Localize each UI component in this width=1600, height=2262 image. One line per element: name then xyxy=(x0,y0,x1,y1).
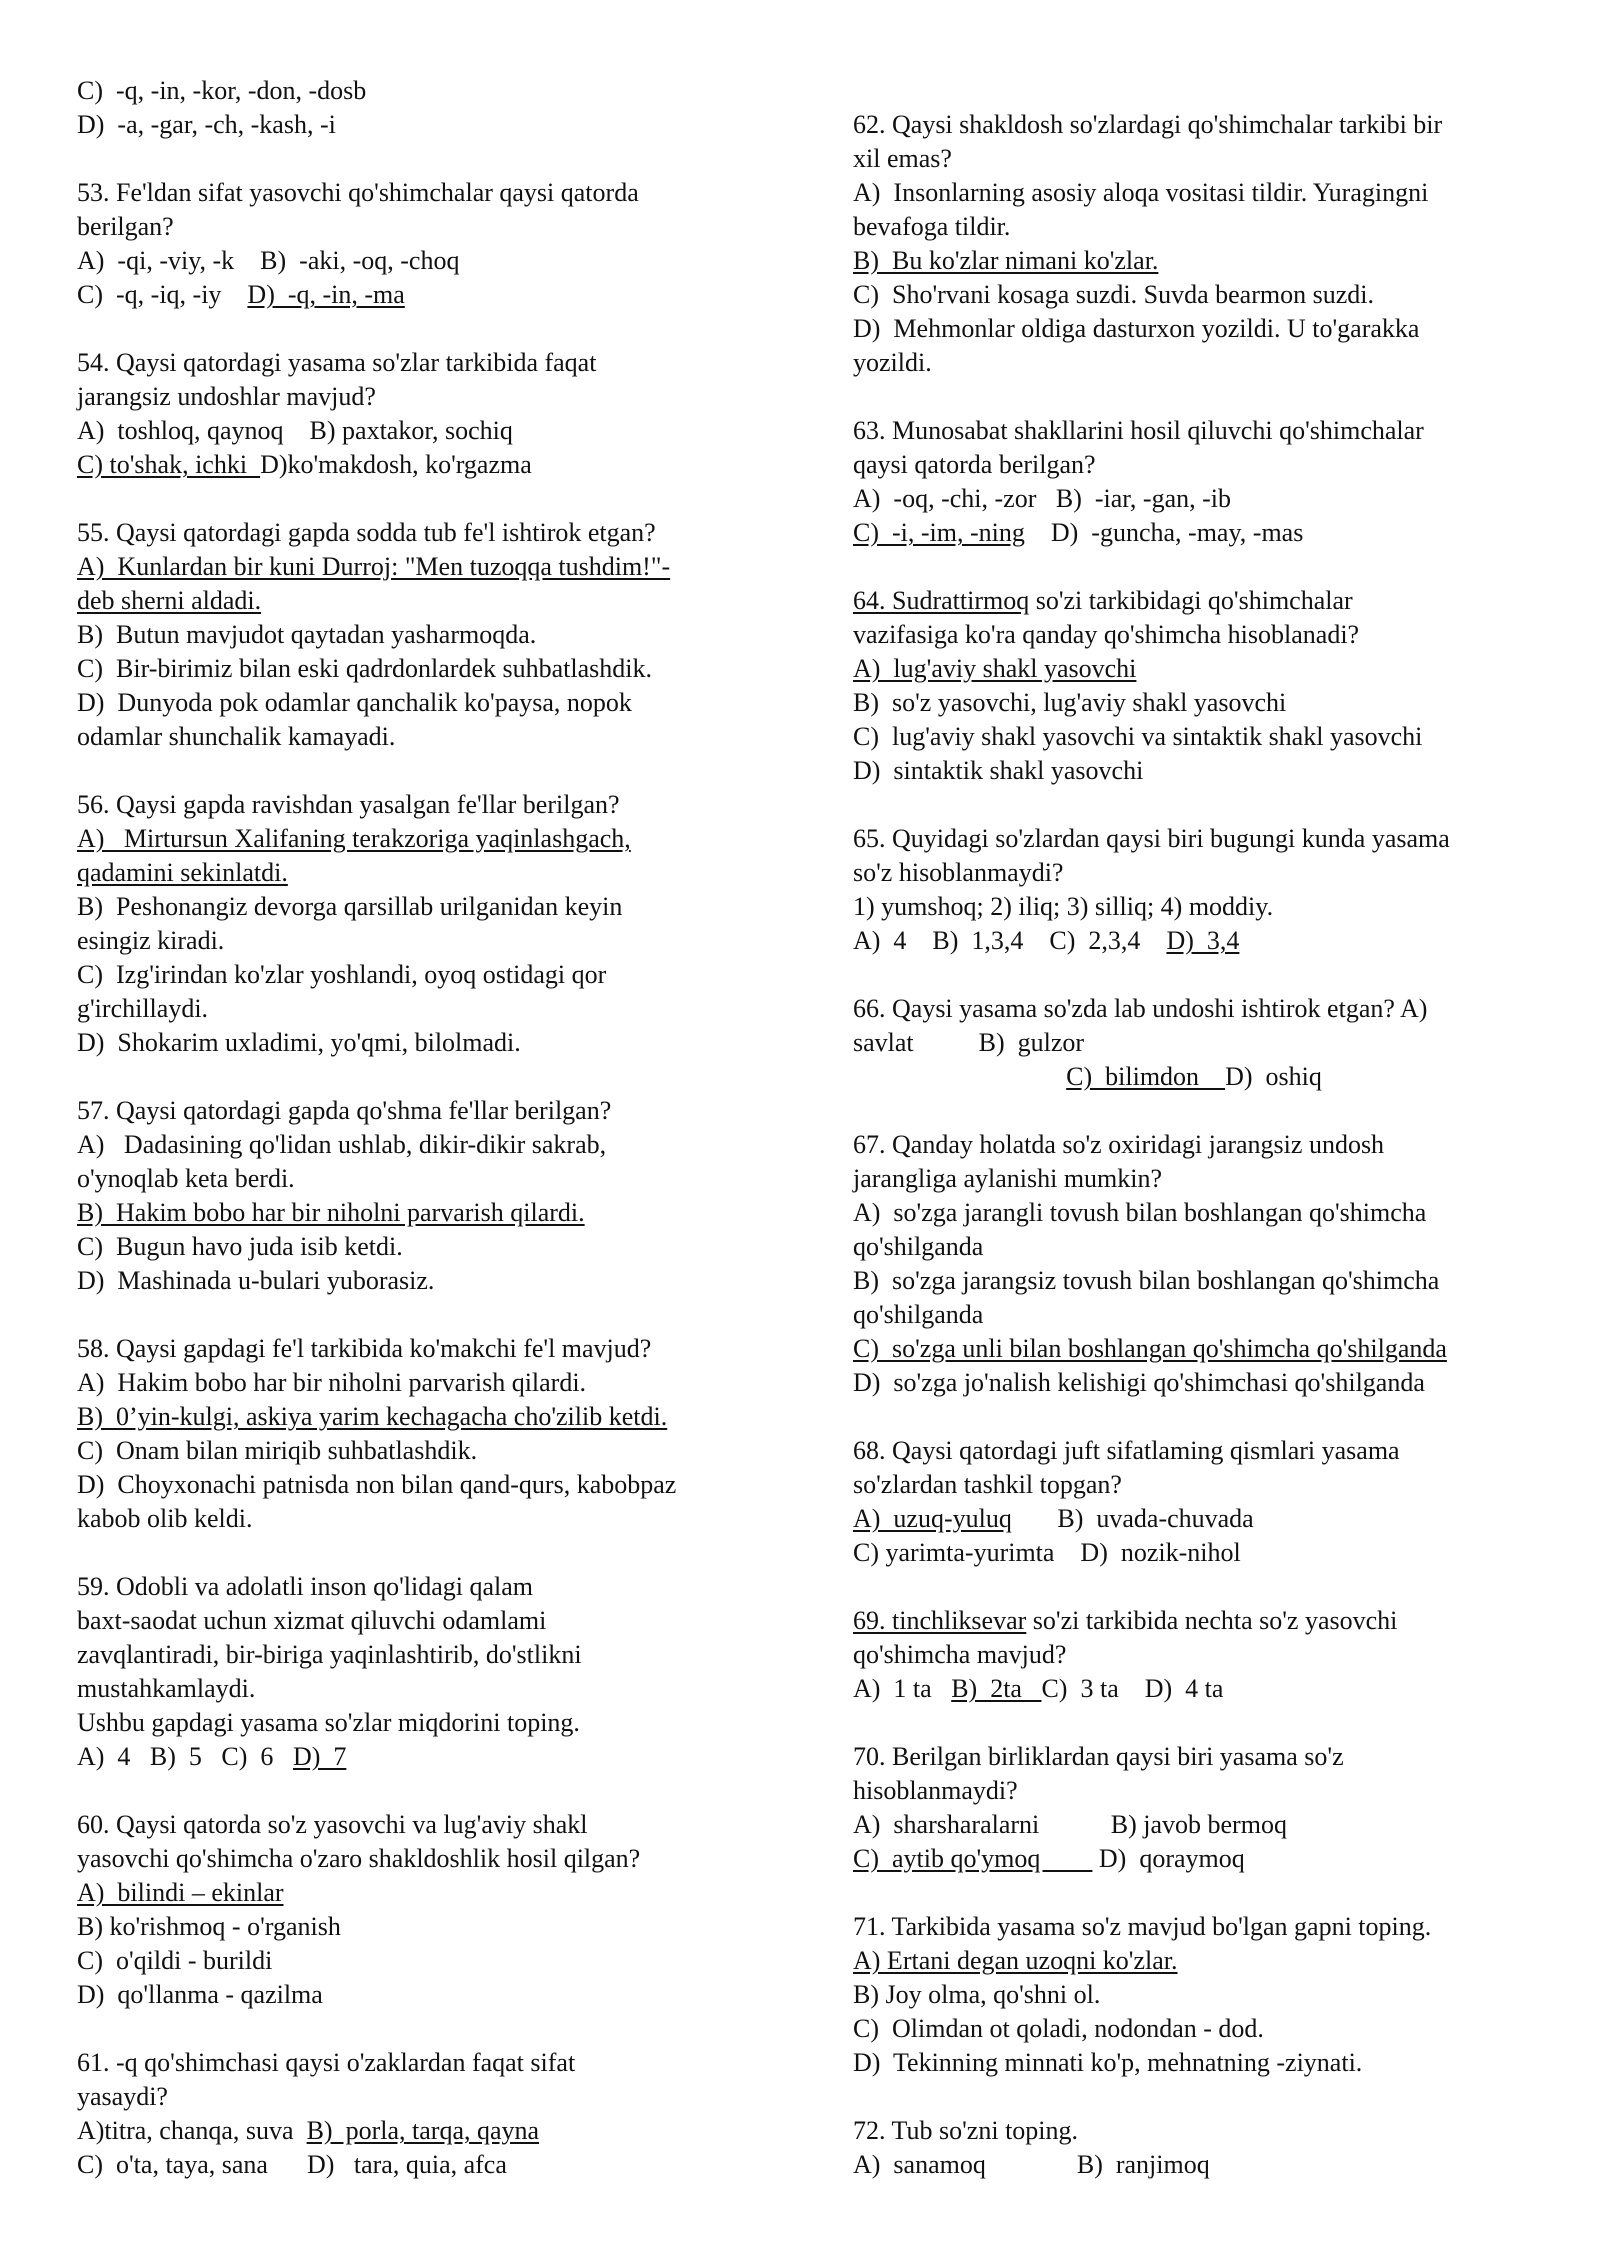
question-text: 66. Qaysi yasama so'zda lab undoshi ishtirok etgan? A) xyxy=(853,994,1428,1023)
option-a: A) Hakim bobo har bir niholni parvarish qilardi. xyxy=(77,1368,587,1397)
option-a: A)titra, chanqa, suva xyxy=(77,2116,307,2145)
option-d: D) sintaktik shakl yasovchi xyxy=(853,756,1144,785)
option-b: B) so'z yasovchi, lug'aviy shakl yasovchi xyxy=(853,688,1287,717)
option-d: D) Dunyoda pok odamlar qanchalik ko'paysa, nopok xyxy=(77,688,632,717)
question-text: 68. Qaysi qatordagi juft sifatlaming qismlari yasama xyxy=(853,1436,1400,1465)
question-text: hisoblanmaydi? xyxy=(853,1776,1018,1805)
question-54 xyxy=(77,346,759,482)
option-d: D)ko'makdosh, ko'rgazma xyxy=(260,450,532,479)
question-text-line: jarangsiz undoshlar mavjud? xyxy=(77,382,376,411)
options-row xyxy=(853,1842,1535,1876)
question-text: mustahkamlaydi. xyxy=(77,1674,256,1703)
option-d: D) Tekinning minnati ko'p, mehnatning -ziynati. xyxy=(853,2048,1363,2077)
option-c: C) Olimdan ot qoladi, nodondan - dod. xyxy=(853,2014,1264,2043)
options-row xyxy=(77,2114,759,2148)
option-d: D) -guncha, -may, -mas xyxy=(1024,518,1304,547)
question-65 xyxy=(853,822,1535,958)
question-59 xyxy=(77,1570,759,1774)
question-text-line xyxy=(77,176,759,210)
option-c: C) Sho'rvani kosaga suzdi. Suvda bearmon suzdi. xyxy=(853,280,1374,309)
option-d: D) oshiq xyxy=(1225,1062,1322,1091)
option-a-cont: qo'shilganda xyxy=(853,1232,984,1261)
options-abc: A) 4 B) 1,3,4 C) 2,3,4 xyxy=(853,926,1167,955)
question-text: zavqlantiradi, bir-biriga yaqinlashtirib, do'stlikni xyxy=(77,1640,582,1669)
right-column xyxy=(853,108,1535,2216)
question-text: 56. Qaysi gapda ravishdan yasalgan fe'llar berilgan? xyxy=(77,790,620,819)
question-text: qo'shimcha mavjud? xyxy=(853,1640,1067,1669)
option-a: A) Dadasining qo'lidan ushlab, dikir-dikir sakrab, xyxy=(77,1130,607,1159)
option-c-cont: g'irchillaydi. xyxy=(77,994,209,1023)
options-row: A) -qi, -viy, -k B) -aki, -oq, -choq xyxy=(77,246,460,275)
question-text: 71. Tarkibida yasama so'z mavjud bo'lgan gapni toping. xyxy=(853,1912,1432,1941)
options-row xyxy=(77,1740,759,1774)
question-text xyxy=(853,584,1535,618)
question-66 xyxy=(853,992,1535,1094)
question-text: 55. Qaysi qatordagi gapda sodda tub fe'l ishtirok etgan? xyxy=(77,518,656,547)
option-c: C) Izg'irindan ko'zlar yoshlandi, oyoq ostidagi qor xyxy=(77,960,607,989)
option-d: D) Shokarim uxladimi, yo'qmi, bilolmadi. xyxy=(77,1028,521,1057)
answer-option-c: C) to'shak, ichki xyxy=(77,450,261,479)
options-row: A) sanamoq B) ranjimoq xyxy=(853,2150,1210,2179)
question-64 xyxy=(853,584,1535,788)
options-row: A) toshloq, qaynoq B) paxtakor, sochiq xyxy=(77,416,513,445)
question-text: so'zlardan tashkil topgan? xyxy=(853,1470,1122,1499)
option-b-cont: esingiz kiradi. xyxy=(77,926,225,955)
option-d: D) qoraymoq xyxy=(1092,1844,1245,1873)
option-c: C) Bugun havo juda isib ketdi. xyxy=(77,1232,403,1261)
option-b: B) ko'rishmoq - o'rganish xyxy=(77,1912,341,1941)
options-row xyxy=(853,1502,1535,1536)
question-text xyxy=(853,1604,1535,1638)
option-b: B) so'zga jarangsiz tovush bilan boshlangan qo'shimcha xyxy=(853,1266,1440,1295)
question-text-line: berilgan? xyxy=(77,212,174,241)
question-text: 62. Qaysi shakldosh so'zlardagi qo'shimchalar tarkibi bir xyxy=(853,110,1443,139)
question-text: 72. Tub so'zni toping. xyxy=(853,2116,1079,2145)
answer-option-b: B) Hakim bobo har bir niholni parvarish qilardi. xyxy=(77,1198,585,1227)
answer-option-b: B) porla, tarqa, qayna xyxy=(306,2116,540,2145)
question-52-tail xyxy=(77,74,759,142)
question-text: 65. Quyidagi so'zlardan qaysi biri bugungi kunda yasama xyxy=(853,824,1450,853)
question-71 xyxy=(853,1910,1535,2080)
answer-option-b: B) 0’yin-kulgi, askiya yarim kechagacha cho'zilib ketdi. xyxy=(77,1402,668,1431)
answer-option-a: A) bilindi – ekinlar xyxy=(77,1878,284,1907)
option-c: C) Onam bilan miriqib suhbatlashdik. xyxy=(77,1436,478,1465)
options-row xyxy=(853,924,1535,958)
options-row xyxy=(853,1672,1535,1706)
options-row xyxy=(77,448,759,482)
answer-option-c: C) bilimdon xyxy=(1066,1062,1226,1091)
option-b: B) Joy olma, qo'shni ol. xyxy=(853,1980,1101,2009)
answer-option-d: D) -q, -in, -ma xyxy=(247,280,405,309)
question-60 xyxy=(77,1808,759,2012)
options-abc: A) 4 B) 5 C) 6 xyxy=(77,1742,293,1771)
question-61 xyxy=(77,2046,759,2182)
options-row: A) -oq, -chi, -zor B) -iar, -gan, -ib xyxy=(853,484,1231,513)
question-56 xyxy=(77,788,759,1060)
option-a: A) so'zga jarangli tovush bilan boshlangan qo'shimcha xyxy=(853,1198,1427,1227)
option-c: C) -q, -in, -kor, -don, -dosb xyxy=(77,76,367,105)
question-word: 69. tinchliksevar xyxy=(853,1606,1027,1635)
options-row: savlat B) gulzor xyxy=(853,1028,1085,1057)
options-row xyxy=(853,1060,1535,1094)
option-b-cont: qo'shilganda xyxy=(853,1300,984,1329)
word-list: 1) yumshoq; 2) iliq; 3) silliq; 4) moddiy. xyxy=(853,892,1274,921)
answer-option-a: A) Kunlardan bir kuni Durroj: "Men tuzoqqa tushdim!"- xyxy=(77,552,671,581)
option-c: C) lug'aviy shakl yasovchi va sintaktik shakl yasovchi xyxy=(853,722,1423,751)
answer-option-a-cont: qadamini sekinlatdi. xyxy=(77,858,288,887)
question-text: so'z hisoblanmaydi? xyxy=(853,858,1064,887)
question-text: 57. Qaysi qatordagi gapda qo'shma fe'llar berilgan? xyxy=(77,1096,612,1125)
answer-option-b: B) Bu ko'zlar nimani ko'zlar. xyxy=(853,246,1159,275)
question-55 xyxy=(77,516,759,754)
question-text: yasaydi? xyxy=(77,2082,168,2111)
options-cd: C) 3 ta D) 4 ta xyxy=(1041,1674,1224,1703)
question-text: 60. Qaysi qatorda so'z yasovchi va lug'aviy shakl xyxy=(77,1810,588,1839)
question-text: baxt-saodat uchun xizmat qiluvchi odamlami xyxy=(77,1606,547,1635)
options-row: A) sharsharalarni B) javob bermoq xyxy=(853,1810,1287,1839)
question-text-line: 54. Qaysi qatordagi yasama so'zlar tarkibida faqat xyxy=(77,348,597,377)
options-row: C) o'ta, taya, sana D) tara, quia, afca xyxy=(77,2150,507,2179)
question-text: 59. Odobli va adolatli inson qo'lidagi qalam xyxy=(77,1572,534,1601)
question-text: 70. Berilgan birliklardan qaysi biri yasama so'z xyxy=(853,1742,1344,1771)
option-c: C) o'qildi - burildi xyxy=(77,1946,273,1975)
option-a: A) Insonlarning asosiy aloqa vositasi tildir. Yuragingni xyxy=(853,178,1429,207)
answer-option-c: C) so'zga unli bilan boshlangan qo'shimcha qo'shilganda xyxy=(853,1334,1447,1363)
question-58 xyxy=(77,1332,759,1536)
answer-option-d: D) 7 xyxy=(292,1742,347,1771)
answer-option-a: A) Mirtursun Xalifaning terakzoriga yaqinlashgach, xyxy=(77,824,631,853)
options-row: C) yarimta-yurimta D) nozik-nihol xyxy=(853,1538,1241,1567)
answer-option-a: A) lug'aviy shakl yasovchi xyxy=(853,654,1137,683)
question-63 xyxy=(853,414,1535,550)
answer-option-a: A) uzuq-yuluq xyxy=(853,1504,1012,1533)
question-53 xyxy=(77,176,759,312)
question-57 xyxy=(77,1094,759,1298)
left-column xyxy=(77,74,759,2216)
question-text: jarangliga aylanishi mumkin? xyxy=(853,1164,1163,1193)
options-row xyxy=(77,278,759,312)
question-text: 61. -q qo'shimchasi qaysi o'zaklardan faqat sifat xyxy=(77,2048,576,2077)
option-b: B) Butun mavjudot qaytadan yasharmoqda. xyxy=(77,620,537,649)
question-69 xyxy=(853,1604,1535,1706)
question-text-rest: so'zi tarkibida nechta so'z yasovchi xyxy=(1026,1606,1398,1635)
option-d: D) Mashinada u-bulari yuborasiz. xyxy=(77,1266,435,1295)
option-a: A) 1 ta xyxy=(853,1674,952,1703)
answer-option-b: B) 2ta xyxy=(951,1674,1042,1703)
question-text: 58. Qaysi gapdagi fe'l tarkibida ko'makchi fe'l mavjud? xyxy=(77,1334,652,1363)
question-text: 67. Qanday holatda so'z oxiridagi jarangsiz undosh xyxy=(853,1130,1385,1159)
option-c: C) -q, -iq, -iy xyxy=(77,280,248,309)
answer-option-a-cont: deb sherni aldadi. xyxy=(77,586,262,615)
option-c: C) Bir-birimiz bilan eski qadrdonlardek suhbatlashdik. xyxy=(77,654,652,683)
question-text: vazifasiga ko'ra qanday qo'shimcha hisoblanadi? xyxy=(853,620,1360,649)
question-62 xyxy=(853,108,1535,380)
question-text: Ushbu gapdagi yasama so'zlar miqdorini toping. xyxy=(77,1708,580,1737)
option-d: D) qo'llanma - qazilma xyxy=(77,1980,323,2009)
option-d: D) -a, -gar, -ch, -kash, -i xyxy=(77,110,336,139)
question-text: 53. Fe'ldan sifat yasovchi qo'shimchalar qaysi qatorda xyxy=(77,178,639,207)
option-d: D) Choyxonachi patnisda non bilan qand-qurs, kabobpaz xyxy=(77,1470,677,1499)
question-text-rest: so'zi tarkibidagi qo'shimchalar xyxy=(1029,586,1353,615)
option-a-cont: o'ynoqlab keta berdi. xyxy=(77,1164,295,1193)
question-text: 63. Munosabat shakllarini hosil qiluvchi qo'shimchalar xyxy=(853,416,1424,445)
option-b: B) uvada-chuvada xyxy=(1011,1504,1254,1533)
answer-option-a: A) Ertani degan uzoqni ko'zlar. xyxy=(853,1946,1178,1975)
question-70 xyxy=(853,1740,1535,1876)
question-67 xyxy=(853,1128,1535,1400)
option-a-cont: bevafoga tildir. xyxy=(853,212,1011,241)
option-d-cont: kabob olib keldi. xyxy=(77,1504,253,1533)
question-text: qaysi qatorda berilgan? xyxy=(853,450,1096,479)
question-68 xyxy=(853,1434,1535,1570)
answer-option-d: D) 3,4 xyxy=(1166,926,1240,955)
answer-option-c: C) -i, -im, -ning xyxy=(853,518,1025,547)
question-word: 64. Sudrattirmoq xyxy=(853,586,1030,615)
option-d: D) so'zga jo'nalish kelishigi qo'shimchasi qo'shilganda xyxy=(853,1368,1425,1397)
option-b: B) Peshonangiz devorga qarsillab urilganidan keyin xyxy=(77,892,623,921)
question-72 xyxy=(853,2114,1535,2182)
question-text: yasovchi qo'shimcha o'zaro shakldoshlik hosil qilgan? xyxy=(77,1844,641,1873)
option-d-cont: yozildi. xyxy=(853,348,932,377)
option-d: D) Mehmonlar oldiga dasturxon yozildi. U to'garakka xyxy=(853,314,1420,343)
option-d-cont: odamlar shunchalik kamayadi. xyxy=(77,722,396,751)
options-row xyxy=(853,516,1535,550)
question-text: xil emas? xyxy=(853,144,952,173)
answer-option-c: C) aytib qo'ymoq xyxy=(853,1844,1093,1873)
